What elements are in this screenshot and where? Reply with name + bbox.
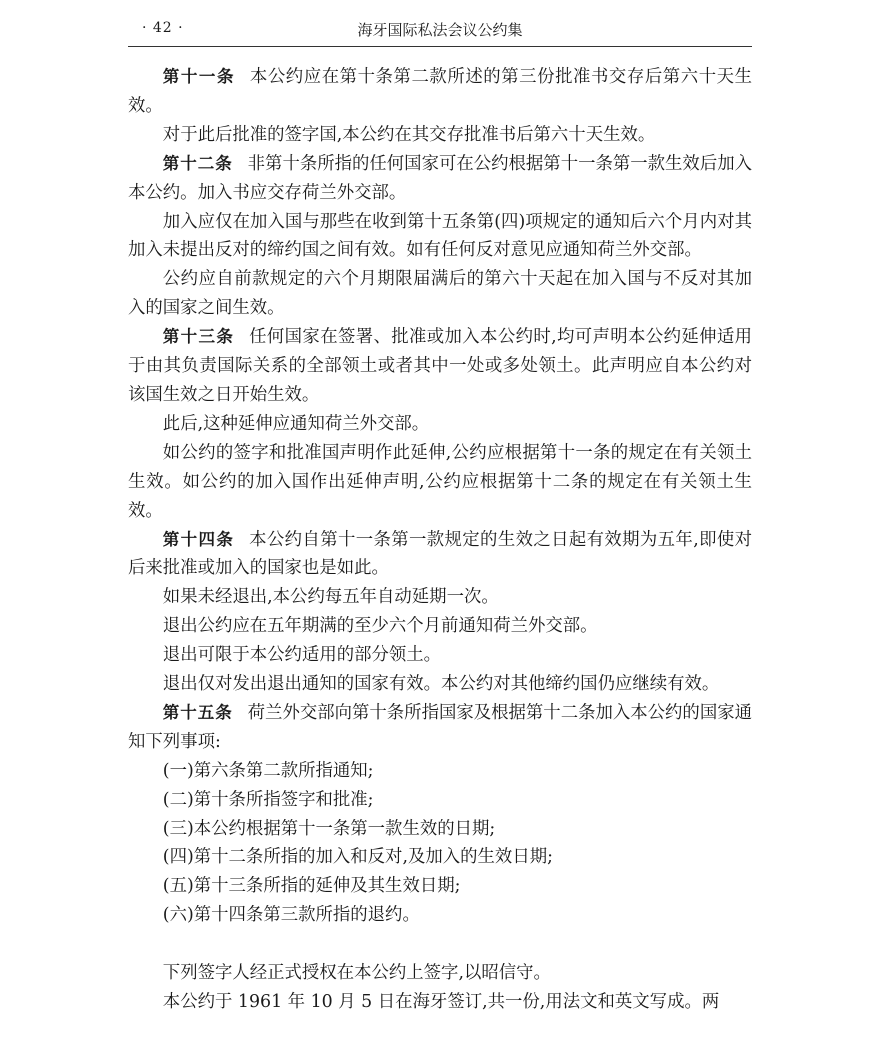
list-item: (五)第十三条所指的延伸及其生效日期; [162, 876, 461, 897]
article-11-text-1: 本公约应在第十条第二款所述的第三份批准书交存后第六十天生效。 [128, 67, 752, 116]
article-14-heading: 第十四条 [162, 529, 235, 549]
article-14-paragraph-1 [128, 526, 752, 584]
closing-paragraph-2: 本公约于 1961 年 10 月 5 日在海牙签订,共一份,用法文和英文写成。两 [162, 992, 720, 1013]
article-15-text-1: 荷兰外交部向第十条所指国家及根据第十二条加入本公约的国家通知下列事项: [128, 702, 753, 752]
article-12-heading: 第十二条 [162, 153, 233, 173]
article-12-paragraph-1 [128, 150, 752, 208]
article-15-paragraph-1 [128, 699, 752, 757]
document-body [128, 63, 752, 1017]
article-14-text-1: 本公约自第十一条第一款规定的生效之日起有效期为五年,即使对后来批准或加入的国家也是如此。 [128, 529, 753, 579]
section-gap [128, 930, 752, 959]
list-item: (四)第十二条所指的加入和反对,及加入的生效日期; [162, 847, 553, 868]
article-13-heading: 第十三条 [162, 327, 235, 347]
article-12-paragraph-3: 公约应自前款规定的六个月期限届满后的第六十天起在加入国与不反对其加入的国家之间生效。 [128, 269, 752, 319]
article-14-paragraph-2: 如果未经退出,本公约每五年自动延期一次。 [162, 587, 499, 608]
page-number: · 42 · [142, 20, 184, 36]
page-header [128, 18, 752, 47]
article-11-paragraph-1 [128, 63, 752, 121]
article-13-paragraph-1 [128, 323, 752, 410]
article-14-paragraph-4: 退出可限于本公约适用的部分领土。 [162, 645, 442, 666]
article-11-heading: 第十一条 [162, 67, 236, 86]
article-14-paragraph-5: 退出仅对发出退出通知的国家有效。本公约对其他缔约国仍应继续有效。 [162, 674, 720, 695]
article-13-text-1: 任何国家在签署、批准或加入本公约时,均可声明本公约延伸适用于由其负责国际关系的全部领土或者其中一处或多处领土。此声明应自本公约对该国生效之日开始生效。 [128, 327, 753, 405]
article-13-paragraph-3: 如公约的签字和批准国声明作此延伸,公约应根据第十一条的规定在有关领土生效。如公约的加入国作出延伸声明,公约应根据第十二条的规定在有关领土生效。 [128, 442, 752, 521]
closing-paragraph-1: 下列签字人经正式授权在本公约上签字,以昭信守。 [162, 963, 551, 984]
article-12-text-1: 非第十条所指的任何国家可在公约根据第十一条第一款生效后加入本公约。加入书应交存荷兰外交部。 [128, 153, 753, 203]
list-item: (一)第六条第二款所指通知; [162, 760, 374, 781]
article-13-paragraph-2: 此后,这种延伸应通知荷兰外交部。 [162, 413, 430, 434]
running-title: 海牙国际私法会议公约集 [357, 21, 523, 39]
list-item: (二)第十条所指签字和批准; [162, 789, 374, 810]
list-item: (六)第十四条第三款所指的退约。 [162, 905, 420, 926]
article-11-paragraph-2: 对于此后批准的签字国,本公约在其交存批准书后第六十天生效。 [162, 124, 656, 145]
article-15-heading: 第十五条 [162, 702, 233, 722]
list-item: (三)本公约根据第十一条第一款生效的日期; [162, 818, 496, 839]
article-14-paragraph-3: 退出公约应在五年期满的至少六个月前通知荷兰外交部。 [162, 616, 598, 637]
article-12-paragraph-2: 加入应仅在加入国与那些在收到第十五条第(四)项规定的通知后六个月内对其加入未提出反对的缔约国之间有效。如有任何反对意见应通知荷兰外交部。 [128, 211, 752, 261]
